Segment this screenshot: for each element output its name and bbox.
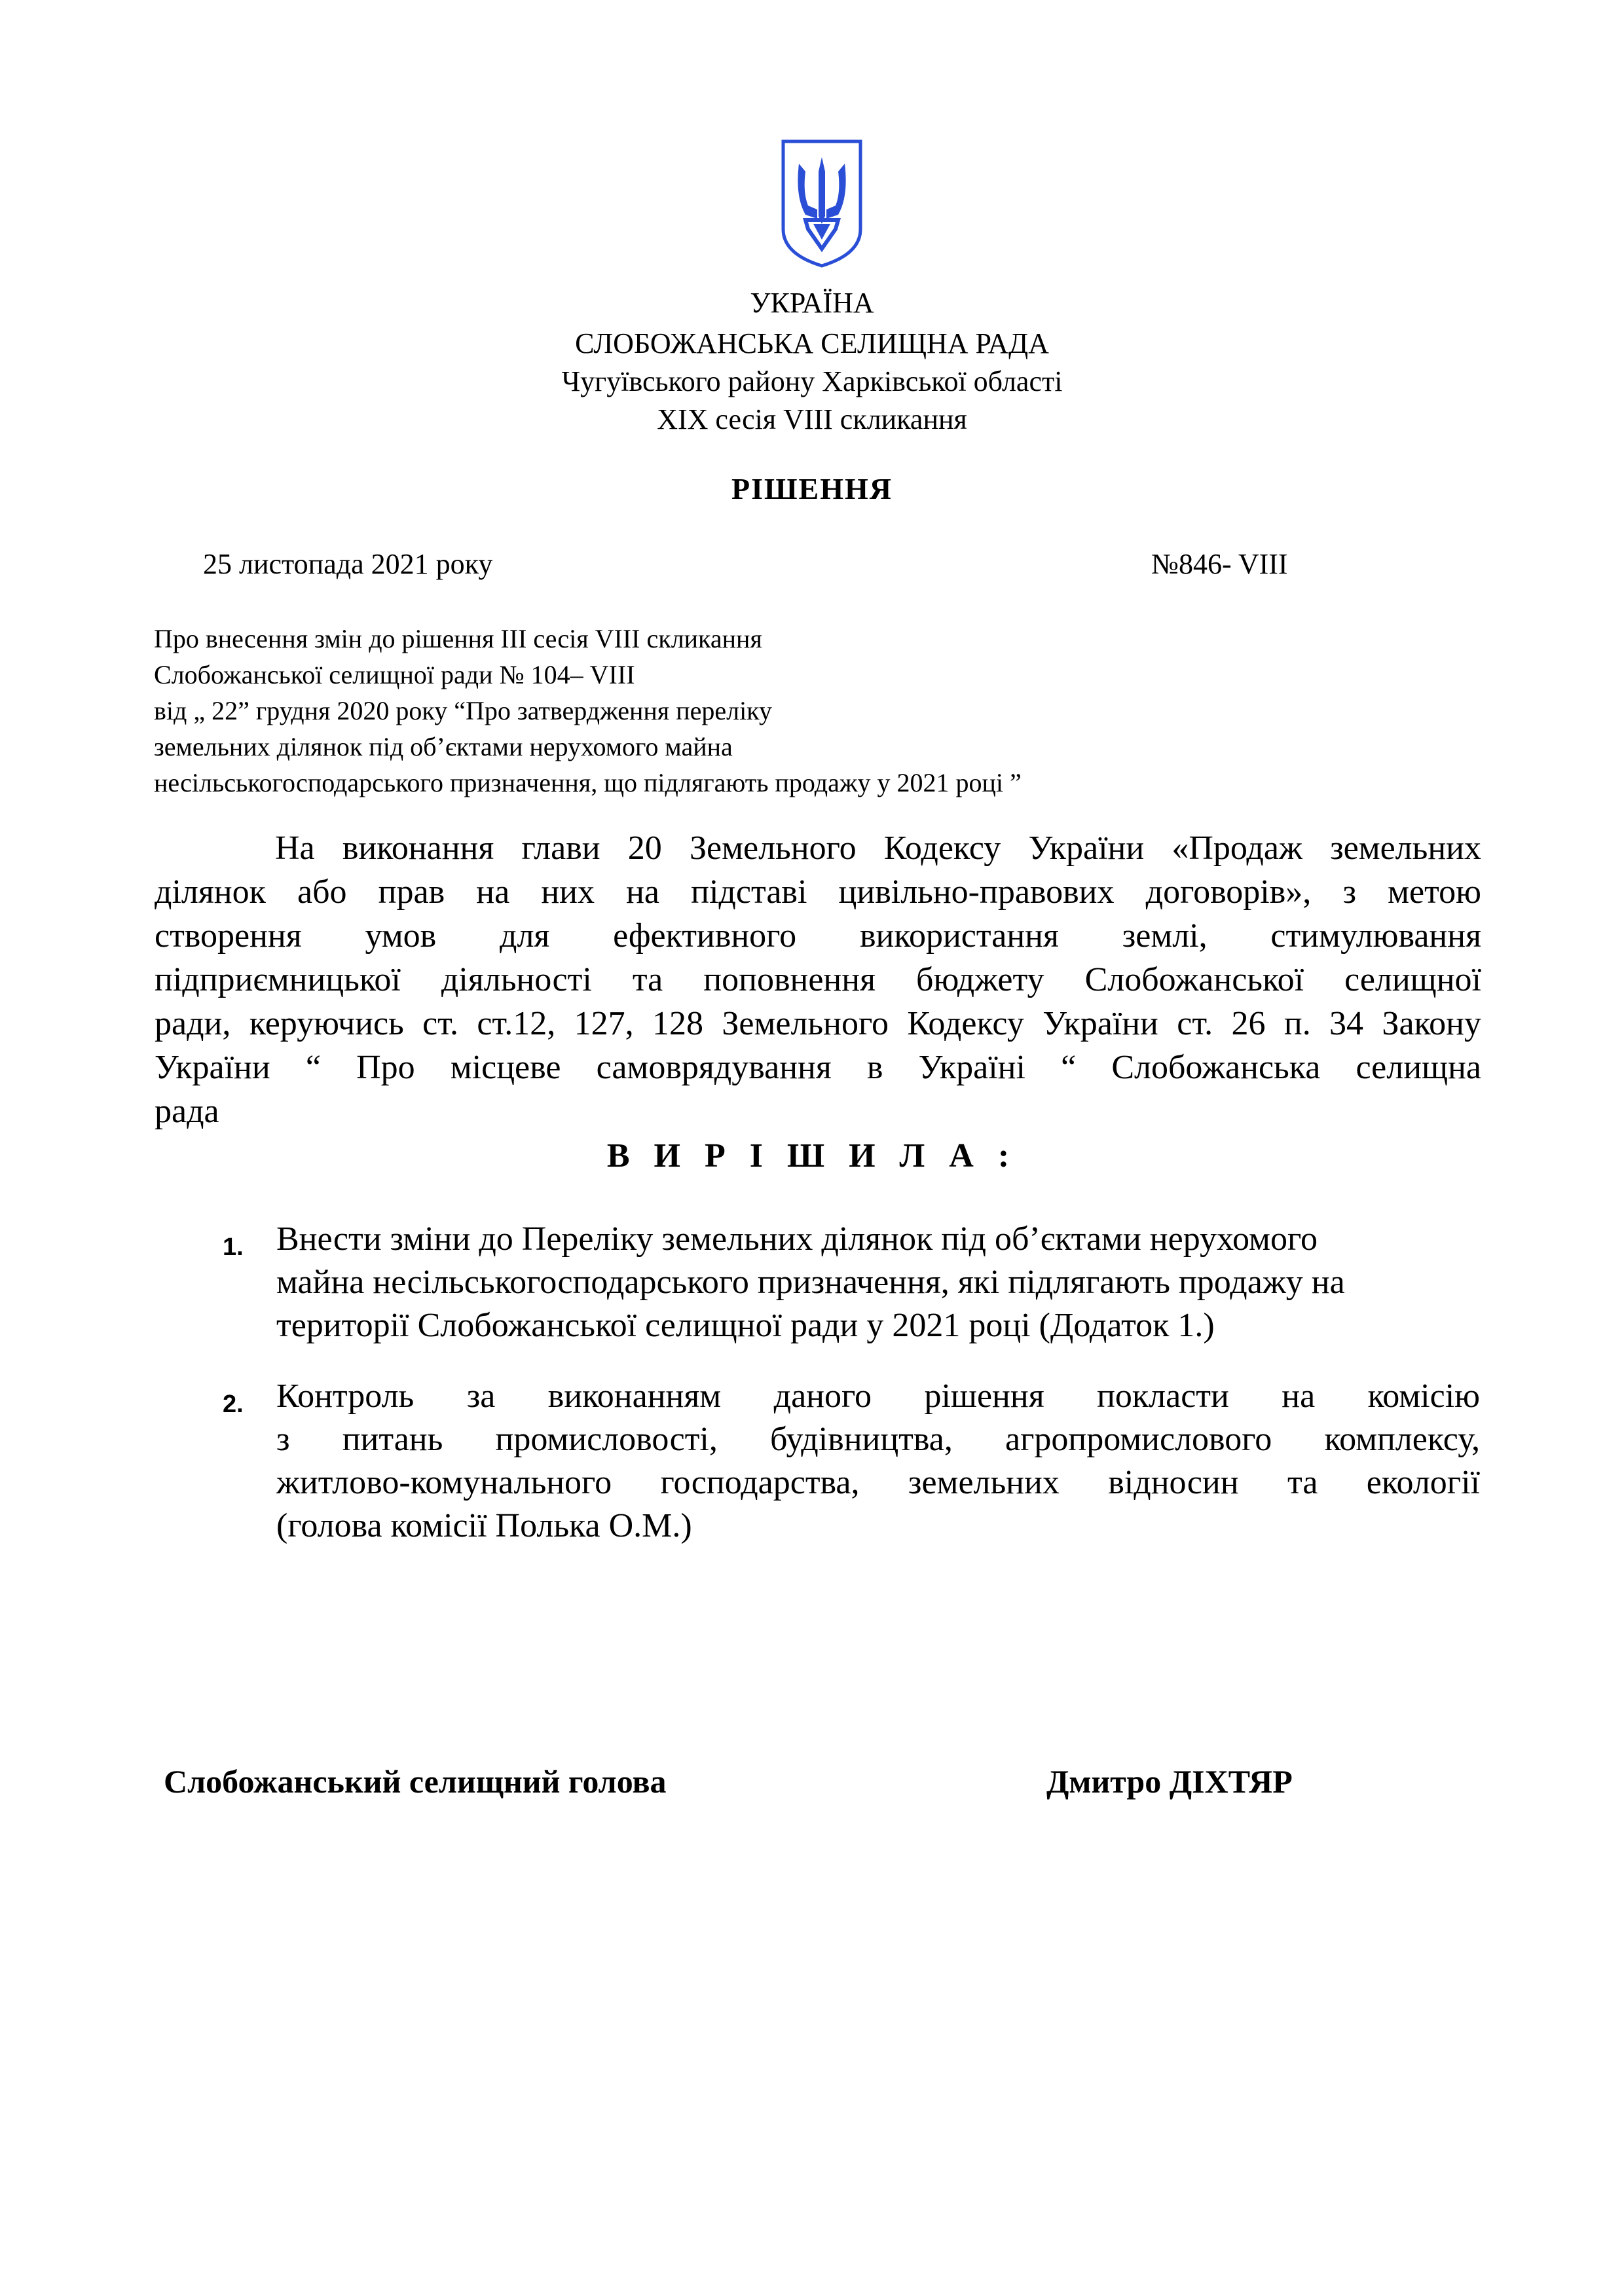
document-number: №846- VIII	[1151, 548, 1288, 580]
item-line: з питань промисловості, будівництва, агропромислового комплексу,	[276, 1421, 1480, 1458]
subject-line: Слобожанської селищної ради № 104– VІІІ	[154, 660, 635, 689]
item-line: території Слобожанської селищної ради у 2021 році (Додаток 1.)	[276, 1307, 1215, 1344]
subject-line: від „ 22” грудня 2020 року “Про затвердження переліку	[154, 696, 773, 725]
subject-line: Про внесення змін до рішення ІІІ сесія VІІІ скликання	[154, 624, 762, 653]
preamble-paragraph	[155, 826, 1481, 1133]
signature-position: Слобожанський селищний голова	[164, 1763, 667, 1800]
item-line: (голова комісії Полька О.М.)	[276, 1507, 692, 1544]
preamble-line: ради, керуючись ст. ст.12, 127, 128 Земельного Кодексу України ст. 26 п. 34 Закону	[155, 1005, 1481, 1042]
preamble-line: рада	[155, 1093, 219, 1130]
item-number: 2.	[223, 1391, 244, 1418]
header-session: XIX сесія VIII скликання	[657, 403, 967, 435]
header-district: Чугуївського району Харківської області	[561, 365, 1063, 397]
item-line: житлово-комунального господарства, земельних відносин та екології	[276, 1464, 1480, 1501]
subject-line: земельних ділянок під об’єктами нерухомого майна	[154, 732, 733, 761]
preamble-line: На виконання глави 20 Земельного Кодексу України «Продаж земельних	[275, 829, 1481, 867]
document-date: 25 листопада 2021 року	[203, 548, 493, 580]
header-council: СЛОБОЖАНСЬКА СЕЛИЩНА РАДА	[575, 327, 1049, 359]
subject-block	[154, 621, 1398, 801]
header-country: УКРАЇНА	[750, 287, 874, 319]
document-title: РІШЕННЯ	[731, 472, 893, 505]
item-text	[276, 1218, 1480, 1347]
item-number: 1.	[223, 1233, 244, 1261]
item-line: майна несільськогосподарського призначення, які підлягають продажу на	[276, 1264, 1345, 1301]
resolved-heading: В И Р І Ш И Л А :	[606, 1137, 1018, 1175]
signature-name: Дмитро ДІХТЯР	[1046, 1763, 1293, 1800]
trident-emblem-graphic	[779, 137, 864, 268]
preamble-line: створення умов для ефективного використання землі, стимулювання	[155, 917, 1481, 955]
item-text	[276, 1375, 1480, 1548]
item-line: Внести зміни до Переліку земельних ділянок під об’єктами нерухомого	[276, 1220, 1318, 1258]
preamble-line: ділянок або прав на них на підставі цивільно-правових договорів», з метою	[155, 873, 1481, 911]
preamble-line: України “ Про місцеве самоврядування в Україні “ Слобожанська селищна	[155, 1049, 1481, 1086]
coat-of-arms-icon	[779, 137, 864, 268]
subject-line: несільськогосподарського призначення, що підлягають продажу у 2021 році ”	[154, 768, 1022, 797]
preamble-line: підприємницької діяльності та поповнення бюджету Слобожанської селищної	[155, 961, 1481, 998]
item-line: Контроль за виконанням даного рішення покласти на комісію	[276, 1377, 1480, 1415]
